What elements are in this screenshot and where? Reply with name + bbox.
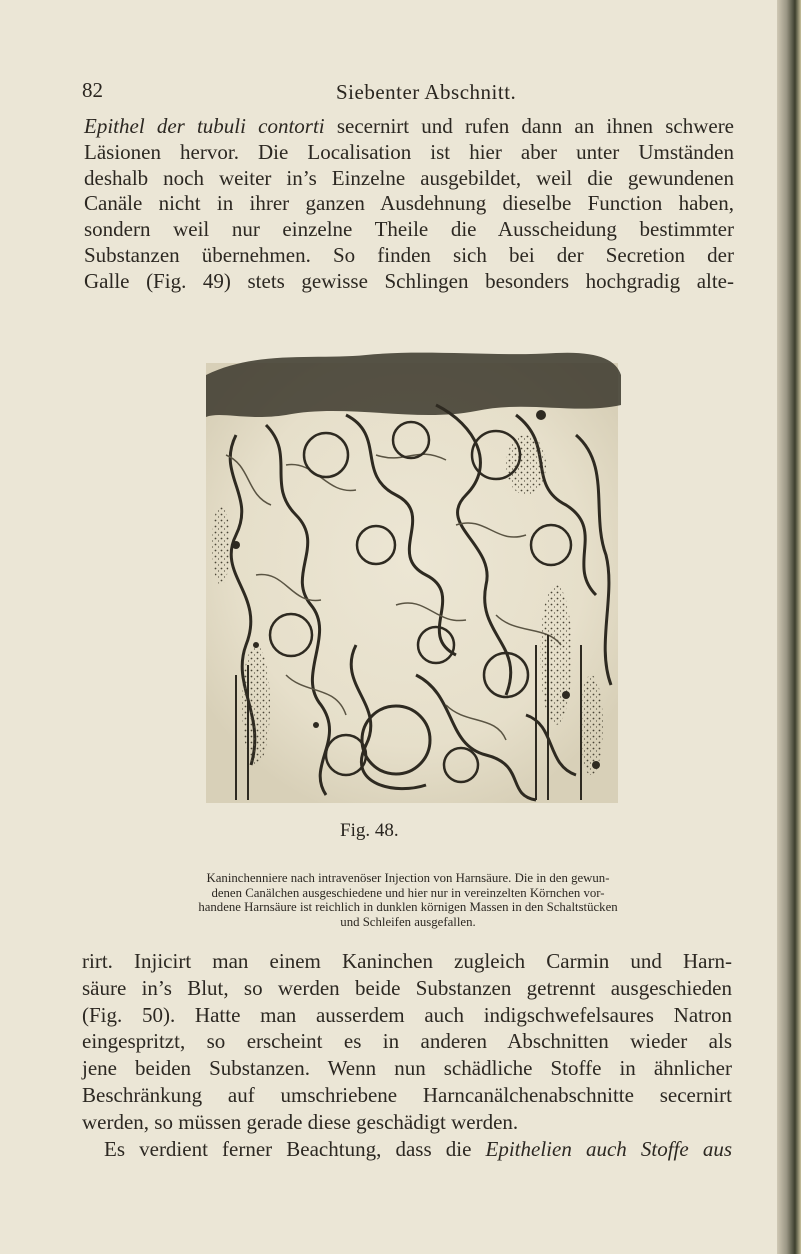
caption-line: und Schleifen ausgefallen. (340, 914, 476, 929)
paragraph-1-line: deshalb noch weiter in’s Einzelne ausgebildet, weil die gewundenen (84, 165, 734, 190)
paragraph-1-line: Substanzen übernehmen. So finden sich bei der Secretion der (84, 242, 734, 267)
paragraph-2 (82, 948, 732, 1162)
line-1-rest: secernirt und rufen dann an ihnen schwere (324, 114, 735, 138)
italic-tail: Epithelien auch Stoffe aus (485, 1136, 732, 1161)
paragraph-1 (84, 114, 734, 295)
paragraph-2-line: säure in’s Blut, so werden beide Substanzen getrennt ausgeschieden (82, 975, 732, 1000)
figure-label: Fig. 48. (340, 820, 399, 841)
paragraph-2-line: Beschränkung auf umschriebene Harncanälchenabschnitte secernirt (82, 1082, 732, 1107)
paragraph-1-line: Läsionen hervor. Die Localisation ist hier aber unter Umständen (84, 139, 734, 164)
paragraph-2-line: jene beiden Substanzen. Wenn nun schädliche Stoffe in ähnlicher (82, 1056, 732, 1081)
kidney-tubule-illustration (196, 345, 628, 820)
paragraph-2-line: werden, so müssen gerade diese geschädigt werden. (82, 1109, 519, 1134)
paragraph-1-line: Canäle nicht in ihrer ganzen Ausdehnung dieselbe Function haben, (84, 191, 734, 216)
italic-lead: Epithel der tubuli contorti (84, 114, 325, 138)
figure-caption (85, 871, 731, 929)
paragraph-1-line-1 (84, 114, 734, 140)
paragraph-2-line: rirt. Injicirt man einem Kaninchen zugleich Carmin und Harn- (82, 949, 732, 973)
page-number: 82 (82, 78, 103, 102)
paragraph-1-line: Galle (Fig. 49) stets gewisse Schlingen besonders hochgradig alte- (84, 268, 734, 293)
page-header (82, 78, 722, 108)
last-line-start: Es verdient ferner Beachtung, dass die (104, 1136, 486, 1161)
caption-line: Kaninchenniere nach intravenöser Injection von Harnsäure. Die in den gewun- (206, 871, 610, 885)
page-edge-shadow (777, 0, 801, 1254)
caption-line: denen Canälchen ausgeschiedene und hier nur in vereinzelten Körnchen vor- (211, 885, 605, 900)
running-title: Siebenter Abschnitt. (336, 80, 517, 104)
paragraph-2-last-line (82, 1136, 732, 1163)
paragraph-2-line: (Fig. 50). Hatte man ausserdem auch indigschwefelsaures Natron (82, 1002, 732, 1027)
caption-line: handene Harnsäure ist reichlich in dunklen körnigen Massen in den Schaltstücken (198, 900, 618, 915)
paragraph-2-line: eingespritzt, so erscheint es in anderen Abschnitten wieder als (82, 1029, 732, 1054)
paragraph-1-line: sondern weil nur einzelne Theile die Ausscheidung bestimmter (84, 217, 734, 242)
